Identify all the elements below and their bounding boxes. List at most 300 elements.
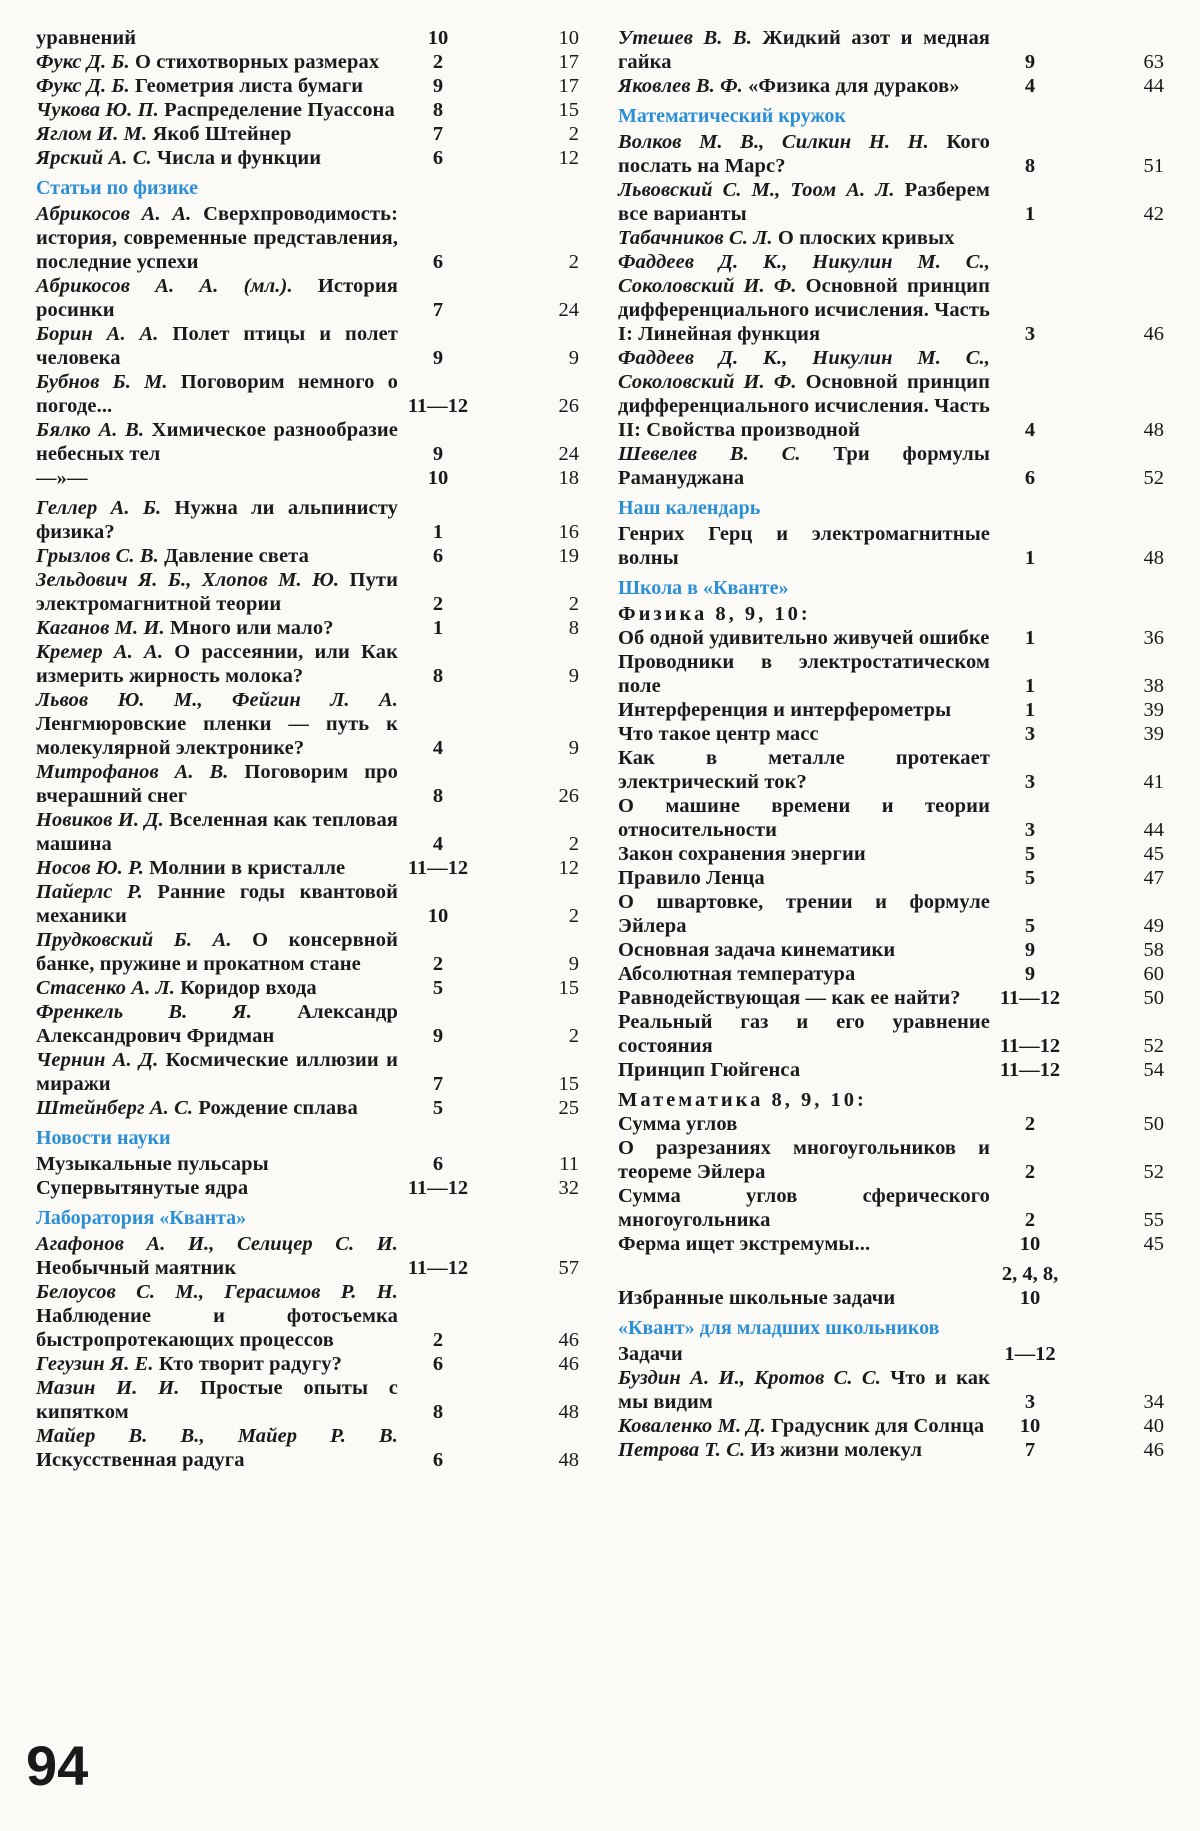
entry-title: Нужна ли альпинисту физика? [36, 497, 398, 543]
entry-title: Космические иллюзии и миражи [36, 1049, 398, 1095]
issue-number: 10 [1019, 1233, 1041, 1255]
entry-title: Градусник для Солнца [770, 1415, 985, 1437]
issue-number: 2 [432, 953, 444, 975]
issue-number: 3 [1024, 771, 1036, 793]
issue-number: 7 [1024, 1439, 1036, 1461]
entry-title: Принцип Гюйгенса [618, 1059, 801, 1081]
issue-number: 4 [1024, 75, 1036, 97]
index-entry [618, 794, 1166, 842]
entry-title: Об одной удивительно живучей ошибке [618, 627, 990, 649]
page-ref: 44 [1143, 75, 1164, 97]
entry-author: Чукова Ю. П. [36, 99, 159, 121]
index-entry [36, 122, 581, 146]
entry-title: Александр Александрович Фридман [36, 1001, 398, 1047]
page-ref: 24 [558, 299, 579, 321]
page-ref: 57 [558, 1257, 579, 1279]
index-entry [36, 1352, 581, 1376]
issue-number: 5 [432, 1097, 444, 1119]
section-heading-lab: Лаборатория «Кванта» [36, 1207, 247, 1229]
index-entry [618, 698, 1166, 722]
page-ref: 60 [1143, 963, 1164, 985]
page-ref: 19 [558, 545, 579, 567]
index-entry [618, 1010, 1166, 1058]
entry-author: Бялко А. В. [36, 419, 145, 441]
index-entry [618, 1342, 1166, 1366]
page-ref: 40 [1143, 1415, 1164, 1437]
page-ref: 46 [1143, 1439, 1164, 1461]
page-ref: 12 [558, 147, 579, 169]
section-heading-physics: Статьи по физике [36, 177, 199, 199]
page-ref: 55 [1143, 1209, 1164, 1231]
entry-title: Якоб Штейнер [152, 123, 292, 145]
entry-title: Интерференция и интерферометры [618, 699, 952, 721]
page-ref: 36 [1143, 627, 1164, 649]
entry-title: Рождение сплава [198, 1097, 358, 1119]
entry-author: Ярский А. С. [36, 147, 152, 169]
entry-title: Закон сохранения энергии [618, 843, 866, 865]
index-entry [36, 1152, 581, 1176]
entry-title: Поговорим немного о погоде... [36, 371, 398, 417]
index-entry [618, 178, 1166, 226]
entry-title: Избранные школьные задачи [618, 1287, 896, 1309]
issue-number: 3 [1024, 819, 1036, 841]
page-ref: 48 [1143, 419, 1164, 441]
issue-number: 2 [1024, 1209, 1036, 1231]
index-entry [618, 1262, 1166, 1310]
entry-author: Петрова Т. С. [618, 1439, 746, 1461]
entry-author: Белоусов С. М., Герасимов Р. Н. [36, 1281, 398, 1303]
issue-number: 10 [427, 467, 449, 489]
issue-number: 8 [432, 665, 444, 687]
index-entry [36, 26, 581, 50]
entry-title: Равнодействующая — как ее найти? [618, 987, 961, 1009]
issue-number: 10 [427, 905, 449, 927]
issue-number: 1 [1024, 203, 1036, 225]
page-ref: 39 [1143, 723, 1164, 745]
index-entry [36, 640, 581, 688]
index-entry [36, 1000, 581, 1048]
issue-number: 11—12 [999, 987, 1061, 1009]
issue-number: 9 [432, 75, 444, 97]
entry-title: Музыкальные пульсары [36, 1153, 269, 1175]
page-ref: 2 [568, 593, 579, 615]
entry-author: Львовский С. М., Тоом А. Л. [618, 179, 895, 201]
page-ref: 17 [558, 51, 579, 73]
entry-title: История росинки [36, 275, 398, 321]
page-ref: 50 [1143, 987, 1164, 1009]
page-ref: 11 [559, 1153, 579, 1175]
issue-number: 10 [1019, 1415, 1041, 1437]
issue-number: 4 [432, 737, 444, 759]
page-ref: 18 [558, 467, 579, 489]
entry-title: Простые опыты с кипятком [36, 1377, 398, 1423]
issue-number: 1 [1024, 547, 1036, 569]
issue-number: 9 [1024, 51, 1036, 73]
entry-title: О машине времени и теории относительности [618, 795, 990, 841]
entry-title: Вселенная как тепловая машина [36, 809, 398, 855]
index-entry [618, 26, 1166, 74]
issue-number: 11—12 [407, 857, 469, 879]
entry-title: Сумма углов сферического многоугольника [618, 1185, 990, 1231]
entry-author: Чернин А. Д. [36, 1049, 159, 1071]
issue-number: 6 [432, 1449, 444, 1471]
index-entry-continuation [36, 466, 581, 490]
page-ref: 10 [558, 27, 579, 49]
issue-number: 5 [1024, 915, 1036, 937]
entry-author: Львов Ю. М., Фейгин Л. А. [36, 689, 398, 711]
issue-number: 6 [432, 1153, 444, 1175]
page-ref: 48 [558, 1401, 579, 1423]
page-ref: 51 [1143, 155, 1164, 177]
index-entry [618, 346, 1166, 442]
entry-title: Абсолютная температура [618, 963, 856, 985]
issue-number: 2 [432, 51, 444, 73]
entry-author: Гегузин Я. Е. [36, 1353, 154, 1375]
page-ref: 58 [1143, 939, 1164, 961]
page-ref: 26 [558, 395, 579, 417]
entry-title: Правило Ленца [618, 867, 765, 889]
entry-author: Френкель В. Я. [36, 1001, 253, 1023]
entry-author: Митрофанов А. В. [36, 761, 229, 783]
entry-title: Проводники в электростатическом поле [618, 651, 990, 697]
page-ref: 32 [558, 1177, 579, 1199]
index-entry [36, 568, 581, 616]
page-ref: 25 [558, 1097, 579, 1119]
entry-author: Абрикосов А. А. [36, 203, 192, 225]
page-ref: 12 [558, 857, 579, 879]
issue-number: 6 [432, 1353, 444, 1375]
index-entry [36, 544, 581, 568]
page-ref: 2 [568, 251, 579, 273]
entry-author: Шевелев В. С. [618, 443, 801, 465]
page-ref: 44 [1143, 819, 1164, 841]
entry-title: Основная задача кинематики [618, 939, 896, 961]
index-entry [36, 50, 581, 74]
index-entry [36, 274, 581, 322]
index-entry [618, 226, 1166, 250]
entry-title: Поговорим про вчерашний снег [36, 761, 398, 807]
page-ref: 2 [568, 1025, 579, 1047]
entry-author: Волков М. В., Силкин Н. Н. [618, 131, 929, 153]
index-entry [36, 856, 581, 880]
entry-author: Яглом И. М. [36, 123, 148, 145]
entry-title: Геометрия листа бумаги [135, 75, 364, 97]
issue-number: 1 [432, 617, 444, 639]
entry-author: Новиков И. Д. [36, 809, 164, 831]
entry-title: Как в металле протекает электрический ток? [618, 747, 990, 793]
issue-number: 9 [432, 1025, 444, 1047]
page-ref: 52 [1143, 467, 1164, 489]
entry-author: Зельдович Я. Б., Хлопов М. Ю. [36, 569, 340, 591]
index-entry [618, 722, 1166, 746]
issue-number: 7 [432, 1073, 444, 1095]
entry-author: Фаддеев Д. К., Никулин М. С., Соколовский И. Ф. [618, 347, 990, 393]
issue-number: 9 [1024, 963, 1036, 985]
entry-title: Коридор входа [180, 977, 317, 999]
page-ref: 16 [558, 521, 579, 543]
page-ref: 45 [1143, 843, 1164, 865]
entry-author: Кремер А. А. [36, 641, 164, 663]
entry-author: Каганов М. И. [36, 617, 165, 639]
entry-author: Коваленко М. Д. [618, 1415, 766, 1437]
index-entry [36, 688, 581, 760]
entry-title: Наблюдение и фотосъемка быстропротекающих процессов [36, 1305, 398, 1351]
issue-number: 1 [432, 521, 444, 543]
index-entry [618, 1232, 1166, 1256]
index-entry [618, 962, 1166, 986]
page-ref: 15 [558, 1073, 579, 1095]
issue-number: 8 [432, 1401, 444, 1423]
page-ref: 9 [568, 665, 579, 687]
page-ref: 9 [568, 347, 579, 369]
issue-number: 4 [1024, 419, 1036, 441]
index-entry [36, 616, 581, 640]
issue-number: 1 [1024, 699, 1036, 721]
entry-title: Молнии в кристалле [149, 857, 346, 879]
ditto-mark: —»— [36, 467, 88, 489]
issue-number: 10 [427, 27, 449, 49]
issue-number: 6 [432, 251, 444, 273]
entry-author: Абрикосов А. А. (мл.). [36, 275, 293, 297]
issue-number: 8 [432, 99, 444, 121]
entry-title: О разрезаниях многоугольников и теореме Эйлера [618, 1137, 990, 1183]
index-entry [618, 626, 1166, 650]
entry-title: Основной принцип дифференциального исчисления. Часть I: Линейная функция [618, 275, 990, 345]
issue-number: 11—12 [999, 1059, 1061, 1081]
index-entry [36, 1424, 581, 1472]
index-column-left [36, 26, 581, 1472]
index-entry [618, 74, 1166, 98]
page-ref: 46 [558, 1329, 579, 1351]
page-ref: 38 [1143, 675, 1164, 697]
entry-title: Сумма углов [618, 1113, 738, 1135]
entry-title: уравнений [36, 27, 137, 49]
entry-title: Что такое центр масс [618, 723, 819, 745]
entry-title: Генрих Герц и электромагнитные волны [618, 523, 990, 569]
index-entry [36, 1376, 581, 1424]
entry-author: Стасенко А. Л. [36, 977, 175, 999]
issue-number: 1 [1024, 627, 1036, 649]
issue-number: 2, 4, 8, 10 [1001, 1263, 1059, 1309]
page-ref: 26 [558, 785, 579, 807]
index-entry [36, 1096, 581, 1120]
entry-title: Три формулы Рамануджана [618, 443, 990, 489]
issue-number: 1 [1024, 675, 1036, 697]
index-entry [618, 1414, 1166, 1438]
index-entry [618, 842, 1166, 866]
index-entry [618, 130, 1166, 178]
entry-title: Ранние годы квантовой механики [36, 881, 398, 927]
section-heading-young: «Квант» для младших школьников [618, 1317, 940, 1339]
entry-author: Пайерлс Р. [36, 881, 143, 903]
page-ref: 41 [1143, 771, 1164, 793]
issue-number: 8 [432, 785, 444, 807]
index-entry [618, 1184, 1166, 1232]
index-entry [618, 866, 1166, 890]
issue-number: 2 [1024, 1161, 1036, 1183]
index-entry [618, 986, 1166, 1010]
entry-author: Фукс Д. Б. [36, 75, 130, 97]
page-ref: 47 [1143, 867, 1164, 889]
issue-number: 8 [1024, 155, 1036, 177]
entry-title: Что и как мы видим [618, 1367, 990, 1413]
entry-author: Штейнберг А. С. [36, 1097, 194, 1119]
entry-title: Ленгмюровские пленки — путь к молекулярной электронике? [36, 713, 398, 759]
page-ref: 2 [568, 905, 579, 927]
issue-number: 2 [432, 1329, 444, 1351]
entry-title: Полет птицы и полет человека [36, 323, 398, 369]
issue-number: 9 [432, 443, 444, 465]
page-ref: 9 [568, 737, 579, 759]
entry-author: Фукс Д. Б. [36, 51, 130, 73]
entry-title: Разберем все варианты [618, 179, 990, 225]
index-entry [618, 650, 1166, 698]
page-ref: 52 [1143, 1161, 1164, 1183]
entry-author: Фаддеев Д. К., Никулин М. С., Соколовский И. Ф. [618, 251, 990, 297]
index-entry [36, 322, 581, 370]
index-entry [618, 250, 1166, 346]
index-entry [36, 1280, 581, 1352]
issue-number: 11—12 [407, 1177, 469, 1199]
issue-number: 6 [432, 147, 444, 169]
index-entry [36, 496, 581, 544]
entry-title: Много или мало? [169, 617, 334, 639]
entry-title: Сверхпроводимость: история, современные представления, последние успехи [36, 203, 398, 273]
index-entry [36, 976, 581, 1000]
page-ref: 50 [1143, 1113, 1164, 1135]
entry-title: Кого послать на Марс? [618, 131, 990, 177]
index-entry [618, 1136, 1166, 1184]
entry-author: Грызлов С. В. [36, 545, 159, 567]
index-entry [36, 808, 581, 856]
entry-title: Пути электромагнитной теории [36, 569, 399, 615]
entry-title: Давление света [164, 545, 309, 567]
subsection-math: Математика 8, 9, 10: [618, 1089, 867, 1111]
entry-author: Буздин А. И., Кротов С. С. [618, 1367, 881, 1389]
entry-title: Супервытянутые ядра [36, 1177, 249, 1199]
index-entry [618, 746, 1166, 794]
issue-number: 11—12 [407, 395, 469, 417]
issue-number: 6 [1024, 467, 1036, 489]
page-ref: 46 [1143, 323, 1164, 345]
page-ref: 15 [558, 977, 579, 999]
section-heading-school: Школа в «Кванте» [618, 577, 789, 599]
entry-title: Необычный маятник [36, 1257, 237, 1279]
entry-title: Химическое разнообразие небесных тел [36, 419, 398, 465]
entry-title: О рассеянии, или Как измерить жирность молока? [36, 641, 398, 687]
index-entry [36, 370, 581, 418]
index-entry [36, 146, 581, 170]
issue-number: 1—12 [1004, 1343, 1056, 1365]
page-ref: 34 [1143, 1391, 1164, 1413]
index-entry [618, 1438, 1166, 1462]
entry-title: О консервной банке, пружине и прокатном стане [36, 929, 398, 975]
page-ref: 2 [568, 833, 579, 855]
page-number: 94 [26, 1734, 89, 1797]
index-entry [36, 1176, 581, 1200]
entry-author: Бубнов Б. М. [36, 371, 168, 393]
index-entry [618, 1366, 1166, 1414]
index-entry [36, 202, 581, 274]
entry-author: Носов Ю. Р. [36, 857, 144, 879]
issue-number: 9 [432, 347, 444, 369]
entry-title: Из жизни молекул [750, 1439, 923, 1461]
issue-number: 3 [1024, 1391, 1036, 1413]
page-ref: 39 [1143, 699, 1164, 721]
entry-author: Борин А. А. [36, 323, 159, 345]
index-entry [36, 928, 581, 976]
index-entry [36, 74, 581, 98]
index-entry [618, 1058, 1166, 1082]
issue-number: 3 [1024, 323, 1036, 345]
page-ref: 9 [568, 953, 579, 975]
index-entry [36, 418, 581, 466]
entry-author: Табачников С. Л. [618, 227, 773, 249]
section-heading-calendar: Наш календарь [618, 497, 761, 519]
page-ref: 48 [558, 1449, 579, 1471]
index-entry [618, 938, 1166, 962]
issue-number: 3 [1024, 723, 1036, 745]
entry-title: Реальный газ и его уравнение состояния [618, 1011, 990, 1057]
page-ref: 46 [558, 1353, 579, 1375]
entry-author: Геллер А. Б. [36, 497, 162, 519]
subsection-physics: Физика 8, 9, 10: [618, 603, 811, 625]
index-entry [36, 98, 581, 122]
index-entry [618, 522, 1166, 570]
entry-author: Утешев В. В. [618, 27, 752, 49]
entry-title: Искусственная радуга [36, 1449, 245, 1471]
issue-number: 4 [432, 833, 444, 855]
entry-author: Агафонов А. И., Селицер С. И. [36, 1233, 398, 1255]
page-ref: 17 [558, 75, 579, 97]
index-entry [36, 880, 581, 928]
page-ref: 54 [1143, 1059, 1164, 1081]
issue-number: 11—12 [407, 1257, 469, 1279]
page-ref: 8 [568, 617, 579, 639]
issue-number: 5 [432, 977, 444, 999]
entry-author: Прудковский Б. А. [36, 929, 232, 951]
section-heading-math-circle: Математический кружок [618, 105, 846, 127]
index-entry [36, 1232, 581, 1280]
entry-title: Распределение Пуассона [164, 99, 395, 121]
index-column-right [618, 26, 1166, 1462]
issue-number: 9 [1024, 939, 1036, 961]
entry-title: Задачи [618, 1343, 683, 1365]
entry-title: Основной принцип дифференциального исчисления. Часть II: Свойства производной [618, 371, 990, 441]
entry-title: Числа и функции [156, 147, 322, 169]
page-ref: 24 [558, 443, 579, 465]
index-entry [618, 1112, 1166, 1136]
entry-title: «Физика для дураков» [748, 75, 960, 97]
page-ref: 48 [1143, 547, 1164, 569]
issue-number: 6 [432, 545, 444, 567]
index-entry [36, 760, 581, 808]
issue-number: 7 [432, 123, 444, 145]
entry-author: Яковлев В. Ф. [618, 75, 743, 97]
issue-number: 5 [1024, 867, 1036, 889]
entry-author: Мазин И. И. [36, 1377, 180, 1399]
page-ref: 45 [1143, 1233, 1164, 1255]
index-entry [36, 1048, 581, 1096]
index-entry [618, 442, 1166, 490]
issue-number: 5 [1024, 843, 1036, 865]
issue-number: 11—12 [999, 1035, 1061, 1057]
entry-title: О швартовке, трении и формуле Эйлера [618, 891, 990, 937]
page-ref: 15 [558, 99, 579, 121]
entry-title: О стихотворных размерах [135, 51, 380, 73]
page-ref: 63 [1143, 51, 1164, 73]
section-heading-news: Новости науки [36, 1127, 171, 1149]
